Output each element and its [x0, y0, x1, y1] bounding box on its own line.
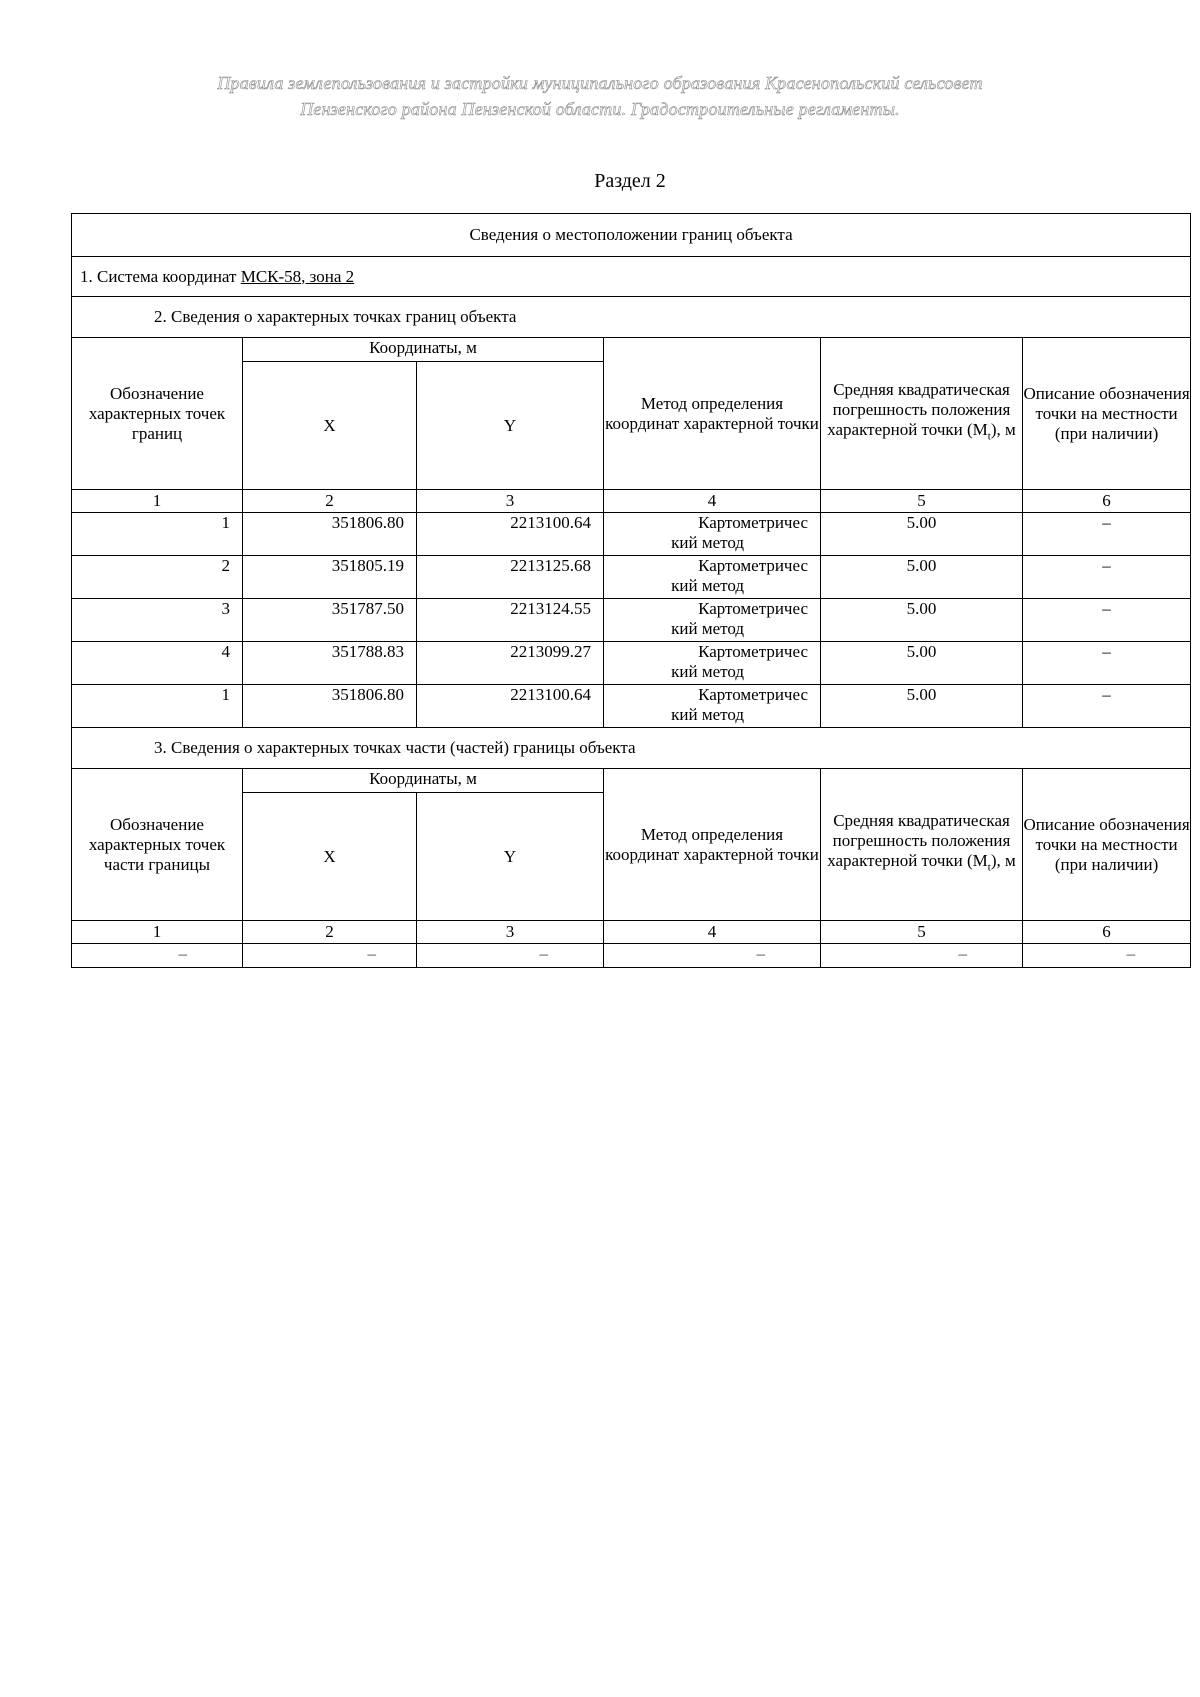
- coord-y: 2213125.68: [417, 556, 604, 599]
- method: [604, 556, 821, 599]
- header-designation-part: Обозначение характерных точек части границы: [72, 769, 243, 921]
- table-title: Сведения о местоположении границ объекта: [72, 214, 1191, 257]
- method-line-1: Картометричес: [698, 556, 808, 575]
- header-x-part: X: [243, 793, 417, 921]
- empty-cell: –: [72, 944, 243, 968]
- coord-y: 2213100.64: [417, 685, 604, 728]
- method-line-1: Картометричес: [698, 599, 808, 618]
- col-number-4: 4: [604, 921, 821, 944]
- method-line-2: кий метод: [671, 533, 744, 552]
- method: [604, 599, 821, 642]
- method-line-2: кий метод: [671, 705, 744, 724]
- coord-x: 351787.50: [243, 599, 417, 642]
- part3-title: 3. Сведения о характерных точках части (частей) границы объекта: [72, 728, 1191, 769]
- header-error-tail: ), м: [990, 851, 1016, 871]
- method: [604, 685, 821, 728]
- section-title: Раздел 2: [594, 170, 666, 192]
- empty-cell: –: [821, 944, 1023, 968]
- table-row: [72, 685, 1191, 728]
- error-value: 5.00: [821, 556, 1023, 599]
- col-number-3: 3: [417, 490, 604, 513]
- header-y-part: Y: [417, 793, 604, 921]
- method-line-2: кий метод: [671, 576, 744, 595]
- coord-y: 2213124.55: [417, 599, 604, 642]
- col-number-1: 1: [72, 490, 243, 513]
- header-y: Y: [417, 362, 604, 490]
- empty-cell: –: [243, 944, 417, 968]
- table-row: [72, 556, 1191, 599]
- empty-cell: –: [604, 944, 821, 968]
- error-value: 5.00: [821, 599, 1023, 642]
- description: –: [1023, 642, 1191, 685]
- col-number-5: 5: [821, 921, 1023, 944]
- col-number-2: 2: [243, 921, 417, 944]
- header-x: X: [243, 362, 417, 490]
- table-row: [72, 513, 1191, 556]
- method: [604, 513, 821, 556]
- col-number-1: 1: [72, 921, 243, 944]
- method-line-1: Картометричес: [698, 513, 808, 532]
- table-row: [72, 944, 1191, 968]
- header-line-2: Пензенского района Пензенской области. Градостроительные регламенты.: [300, 99, 900, 119]
- description: –: [1023, 513, 1191, 556]
- col-number-4: 4: [604, 490, 821, 513]
- page-header: [0, 70, 1200, 122]
- description: –: [1023, 599, 1191, 642]
- error-value: 5.00: [821, 513, 1023, 556]
- method-line-2: кий метод: [671, 619, 744, 638]
- header-error-tail: ), м: [990, 420, 1016, 440]
- header-method-part: Метод определения координат характерной точки: [604, 769, 821, 921]
- empty-cell: –: [417, 944, 604, 968]
- coord-y: 2213100.64: [417, 513, 604, 556]
- coordinate-system-value: МСК-58, зона 2: [240, 266, 355, 286]
- header-error-text: Средняя квадратическая погрешность положения характерной точки (M: [827, 380, 1011, 440]
- table-row: [72, 642, 1191, 685]
- coord-x: 351806.80: [243, 685, 417, 728]
- point-number: 1: [72, 513, 243, 556]
- coordinate-system-row: [72, 257, 1191, 297]
- header-description: Описание обозначения точки на местности (при наличии): [1023, 338, 1191, 490]
- description: –: [1023, 685, 1191, 728]
- method-line-1: Картометричес: [698, 685, 808, 704]
- coord-x: 351805.19: [243, 556, 417, 599]
- header-method: Метод определения координат характерной точки: [604, 338, 821, 490]
- coordinate-system-label: 1. Система координат: [80, 266, 241, 286]
- error-value: 5.00: [821, 685, 1023, 728]
- table-row: [72, 599, 1191, 642]
- col-number-3: 3: [417, 921, 604, 944]
- description: –: [1023, 556, 1191, 599]
- header-designation: Обозначение характерных точек границ: [72, 338, 243, 490]
- header-error-text: Средняя квадратическая погрешность положения характерной точки (M: [827, 811, 1011, 871]
- point-number: 3: [72, 599, 243, 642]
- method: [604, 642, 821, 685]
- coord-x: 351788.83: [243, 642, 417, 685]
- col-number-2: 2: [243, 490, 417, 513]
- col-number-6: 6: [1023, 490, 1191, 513]
- point-number: 1: [72, 685, 243, 728]
- coord-y: 2213099.27: [417, 642, 604, 685]
- col-number-5: 5: [821, 490, 1023, 513]
- boundary-table: [71, 213, 1191, 968]
- header-error: [821, 338, 1023, 490]
- header-error-part: [821, 769, 1023, 921]
- error-value: 5.00: [821, 642, 1023, 685]
- header-error-sub: t: [987, 861, 991, 874]
- point-number: 2: [72, 556, 243, 599]
- method-line-1: Картометричес: [698, 642, 808, 661]
- point-number: 4: [72, 642, 243, 685]
- coord-x: 351806.80: [243, 513, 417, 556]
- header-coordinates: Координаты, м: [243, 338, 604, 362]
- header-error-sub: t: [987, 430, 991, 443]
- part2-title: 2. Сведения о характерных точках границ объекта: [72, 297, 1191, 338]
- empty-cell: –: [1023, 944, 1191, 968]
- col-number-6: 6: [1023, 921, 1191, 944]
- header-description-part: Описание обозначения точки на местности (при наличии): [1023, 769, 1191, 921]
- method-line-2: кий метод: [671, 662, 744, 681]
- header-line-1: Правила землепользования и застройки муниципального образования Красенопольский сельсовет: [217, 73, 983, 93]
- header-coordinates-part: Координаты, м: [243, 769, 604, 793]
